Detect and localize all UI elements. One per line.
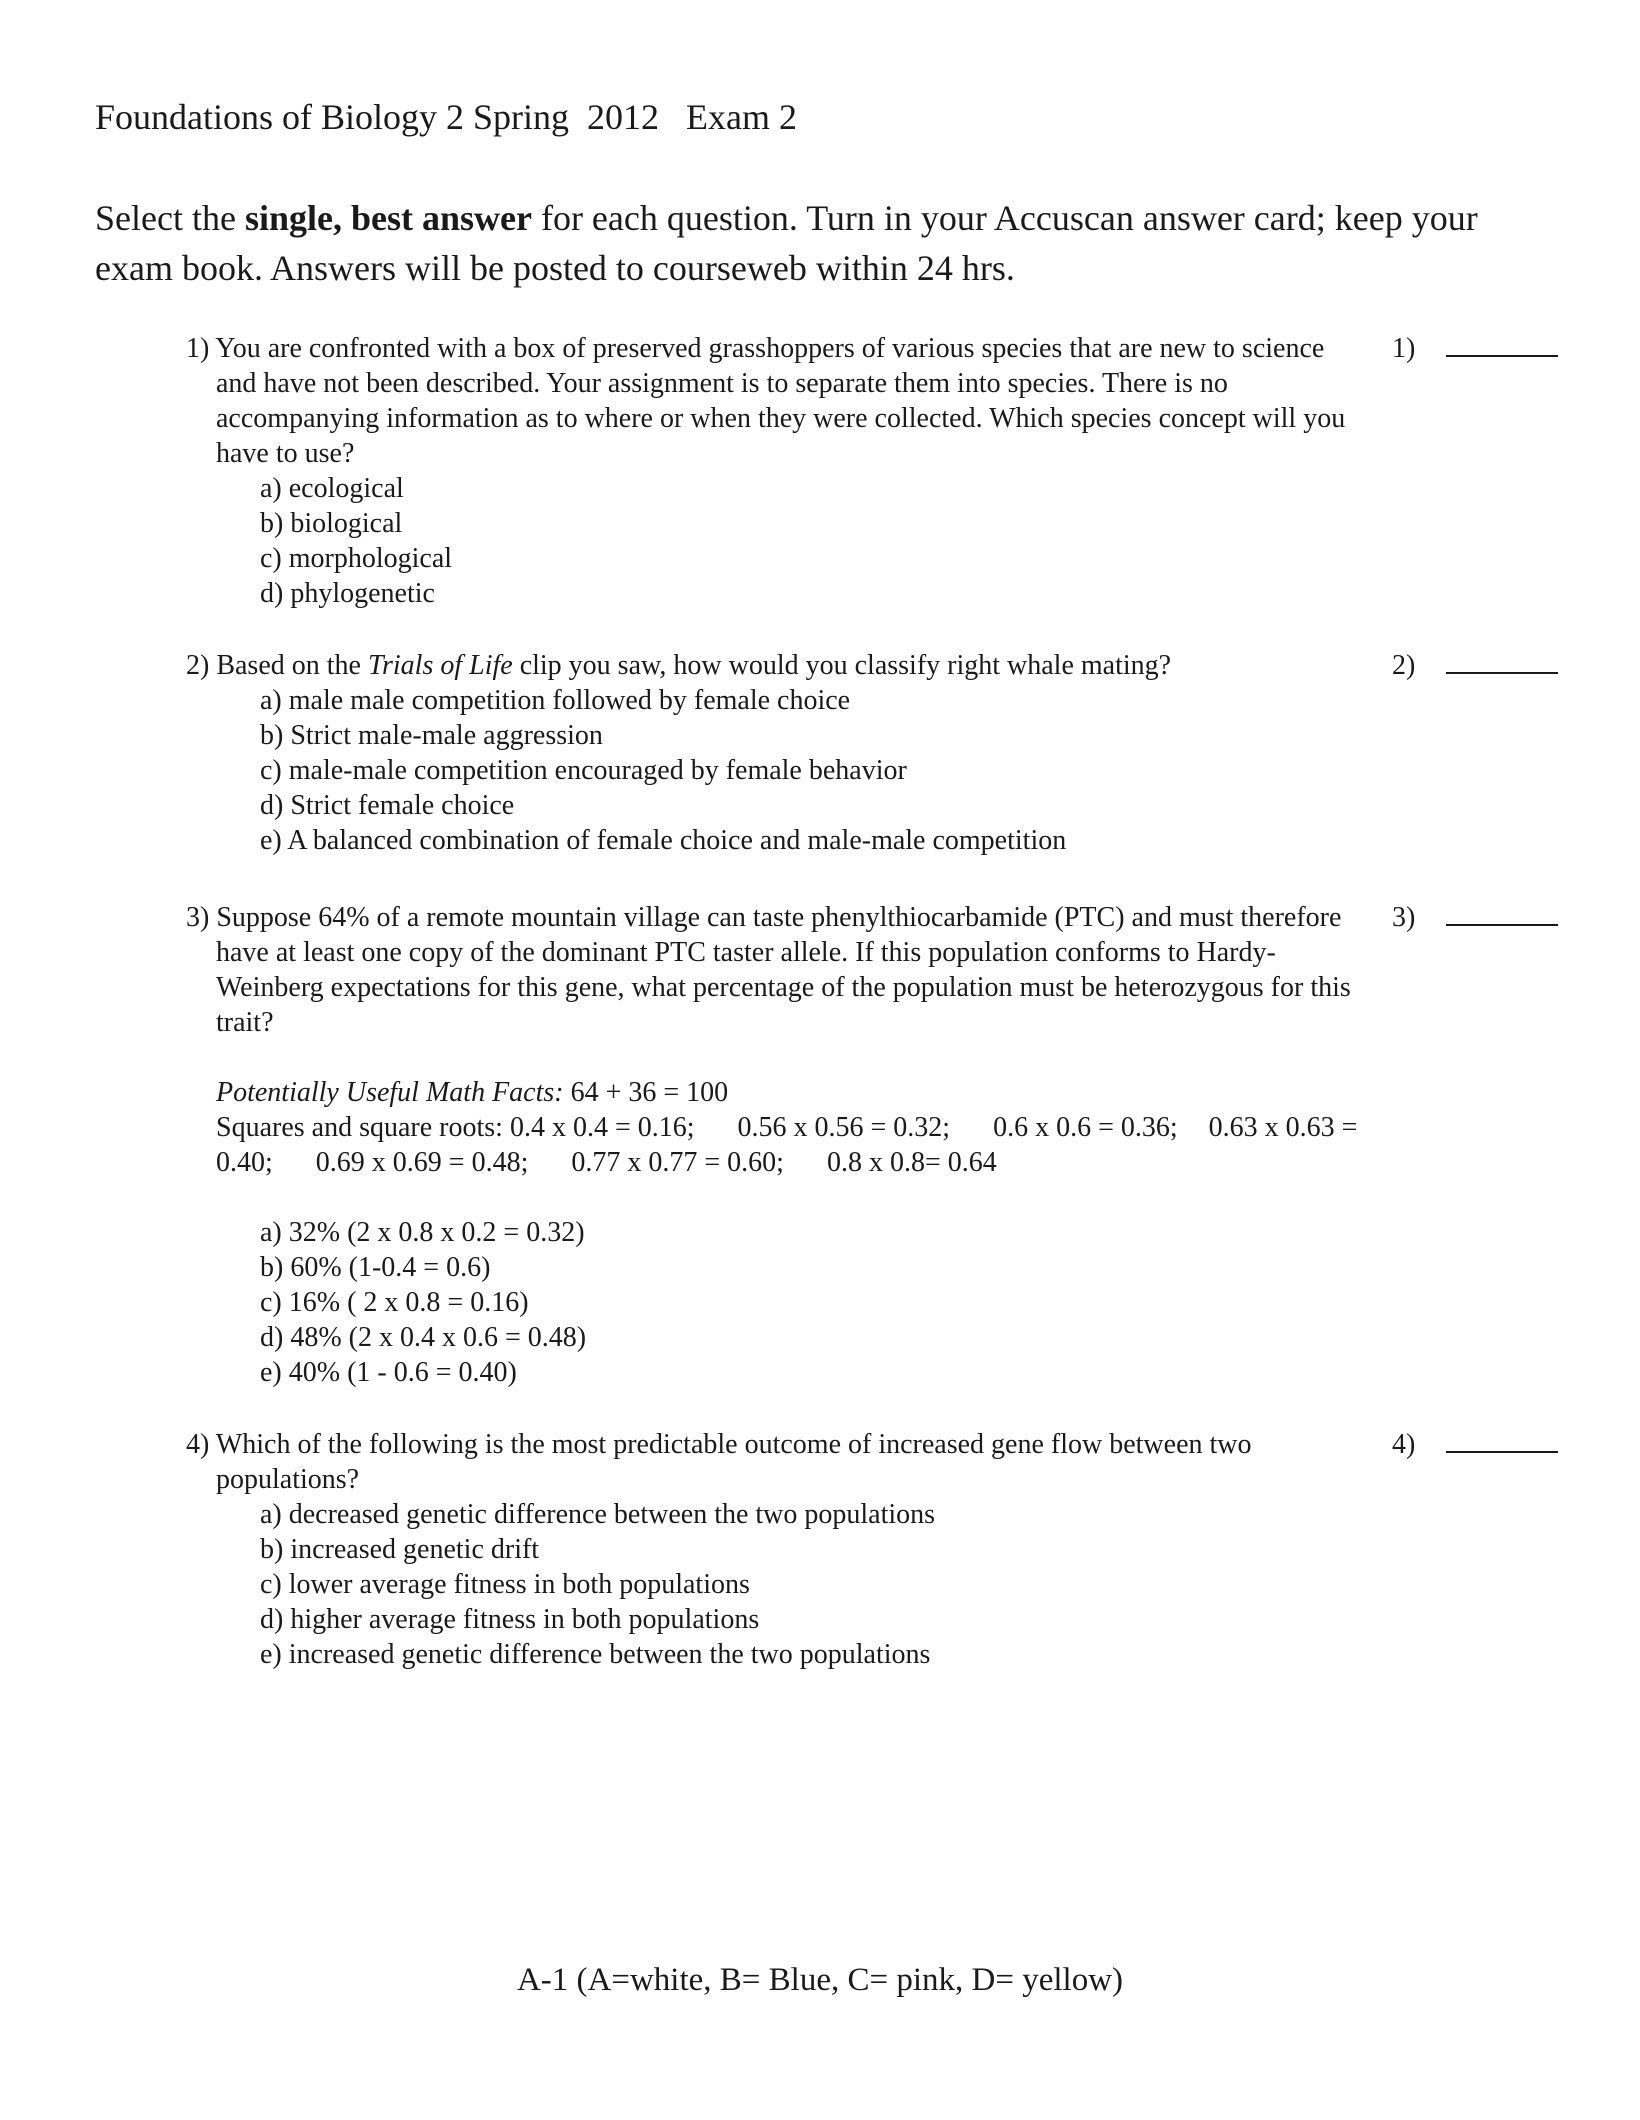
question-1-options	[260, 471, 1356, 611]
option-4a: a) decreased genetic difference between the two populations	[260, 1499, 936, 1530]
answer-line-3[interactable]	[1446, 900, 1558, 926]
question-2-stem-rest: clip you saw, how would you classify right whale mating?	[512, 650, 1172, 681]
math-facts	[216, 1075, 1356, 1180]
exam-instructions	[95, 193, 1555, 293]
math-facts-line-1	[216, 1075, 1356, 1110]
math-fact: 0.69 x 0.69 = 0.48;	[315, 1147, 529, 1178]
math-fact: 0.4 x 0.4 = 0.16;	[509, 1112, 695, 1143]
answer-line-1[interactable]	[1446, 331, 1558, 357]
answer-blank-4[interactable]	[1392, 1427, 1582, 1461]
option-2c: c) male-male competition encouraged by female behavior	[260, 755, 907, 786]
instructions-lead: Select the	[95, 198, 245, 238]
question-2	[186, 648, 1356, 858]
math-facts-squares-label: Squares and square roots:	[216, 1112, 503, 1143]
option-2a: a) male male competition followed by female choice	[260, 685, 851, 716]
answer-number-2: 2)	[1392, 650, 1416, 681]
question-4	[186, 1427, 1356, 1672]
exam-version-footer: A-1 (A=white, B= Blue, C= pink, D= yellow)	[516, 1962, 1124, 1998]
question-2-film-title: Trials of Life	[367, 650, 513, 681]
question-3-options	[260, 1215, 1356, 1390]
answer-line-2[interactable]	[1446, 648, 1558, 674]
option-3e: e) 40% (1 - 0.6 = 0.40)	[260, 1357, 517, 1388]
math-fact: 0.63 x 0.63 =	[1208, 1112, 1358, 1143]
question-2-stem-lead: 2) Based on the	[186, 650, 368, 681]
option-2b: b) Strict male-male aggression	[260, 720, 603, 751]
math-facts-label: Potentially Useful Math Facts:	[216, 1077, 564, 1108]
question-4-stem: 4) Which of the following is the most predictable outcome of increased gene flow between two populations?	[186, 1429, 1252, 1495]
exam-title: Foundations of Biology 2 Spring 2012 Exam 2	[95, 97, 797, 137]
answer-number-4: 4)	[1392, 1429, 1416, 1460]
option-3b: b) 60% (1-0.4 = 0.6)	[260, 1252, 491, 1283]
option-1a: a) ecological	[260, 473, 404, 504]
option-1d: d) phylogenetic	[260, 578, 435, 609]
option-3d: d) 48% (2 x 0.4 x 0.6 = 0.48)	[260, 1322, 587, 1353]
math-fact: 0.77 x 0.77 = 0.60;	[571, 1147, 784, 1178]
answer-number-3: 3)	[1392, 902, 1416, 933]
question-3	[186, 900, 1356, 1390]
option-3c: c) 16% ( 2 x 0.8 = 0.16)	[260, 1287, 529, 1318]
option-4c: c) lower average fitness in both populations	[260, 1569, 750, 1600]
question-3-stem: 3) Suppose 64% of a remote mountain village can taste phenylthiocarbamide (PTC) and must therefore have at least one copy of the dominant PTC taster allele. If this population conforms to Hardy-Weinberg expectations for this gene, what percentage of the population must be heterozygous for this trait?	[186, 902, 1351, 1038]
answer-number-1: 1)	[1392, 333, 1416, 364]
math-fact: 0.40;	[216, 1147, 273, 1178]
math-facts-sum: 64 + 36 = 100	[570, 1077, 729, 1108]
instructions-emphasis: single, best answer	[244, 198, 532, 238]
math-facts-line-3	[216, 1145, 1356, 1180]
math-fact: 0.56 x 0.56 = 0.32;	[737, 1112, 951, 1143]
option-2d: d) Strict female choice	[260, 790, 515, 821]
answer-blank-2[interactable]	[1392, 648, 1582, 682]
question-2-stem	[186, 648, 1356, 683]
instructions-rest: for each question. Turn in your Accuscan answer card; keep your exam book. Answers will be posted to courseweb within 24 hrs.	[95, 198, 1478, 288]
option-4e: e) increased genetic difference between the two populations	[260, 1639, 931, 1670]
answer-blank-3[interactable]	[1392, 900, 1582, 934]
option-4d: d) higher average fitness in both populations	[260, 1604, 760, 1635]
math-fact: 0.6 x 0.6 = 0.36;	[993, 1112, 1178, 1143]
answer-line-4[interactable]	[1446, 1427, 1558, 1453]
answer-blank-1[interactable]	[1392, 331, 1582, 365]
option-1c: c) morphological	[260, 543, 453, 574]
option-2e: e) A balanced combination of female choice and male-male competition	[260, 825, 1067, 856]
option-4b: b) increased genetic drift	[260, 1534, 540, 1565]
question-1-stem: 1) You are confronted with a box of preserved grasshoppers of various species that are new to science and have not been described. Your assignment is to separate them into species. There is no accompanying information as to where or when they were collected. Which species concept will you have to use?	[186, 333, 1346, 469]
option-1b: b) biological	[260, 508, 403, 539]
question-1	[186, 331, 1356, 611]
math-facts-line-2	[216, 1110, 1356, 1145]
question-2-options	[260, 683, 1356, 858]
question-4-options	[260, 1497, 1356, 1672]
math-fact: 0.8 x 0.8= 0.64	[826, 1147, 997, 1178]
option-3a: a) 32% (2 x 0.8 x 0.2 = 0.32)	[260, 1217, 585, 1248]
